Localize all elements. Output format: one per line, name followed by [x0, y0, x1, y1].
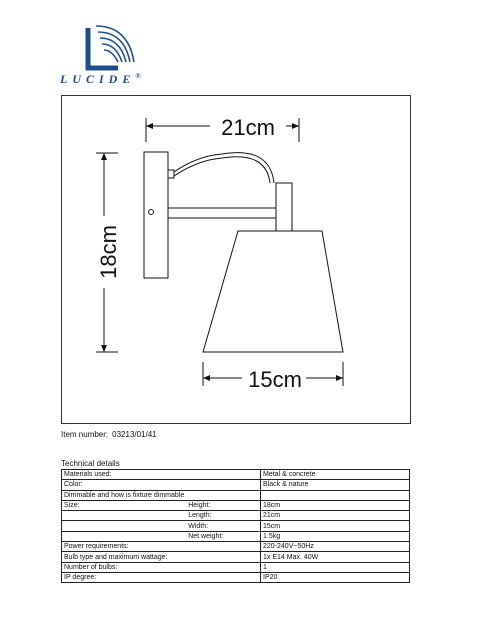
- brand-trademark: ®: [135, 72, 141, 80]
- logo-mark-icon: [88, 26, 134, 68]
- spec-value: 1: [261, 562, 410, 572]
- spec-value: 15cm: [261, 521, 410, 531]
- spec-label: [62, 521, 187, 531]
- spec-sublabel: [186, 562, 260, 572]
- spec-label: Number of bulbs:: [62, 562, 187, 572]
- technical-details-title: Technical details: [61, 459, 120, 468]
- spec-sublabel: [186, 542, 260, 552]
- table-row: [62, 562, 410, 572]
- spec-sublabel: [186, 572, 260, 582]
- spec-label: [62, 511, 187, 521]
- spec-label: Color:: [62, 480, 187, 490]
- height-label: 18cm: [96, 225, 121, 279]
- item-number-value: 03213/01/41: [112, 430, 157, 439]
- item-number-label: Item number:: [61, 430, 109, 439]
- spec-value: Black & nature: [261, 480, 410, 490]
- table-row: [62, 500, 410, 510]
- spec-sublabel: [186, 490, 260, 500]
- brand-name-text: LUCIDE: [60, 72, 136, 86]
- spec-label: IP degree:: [62, 572, 187, 582]
- spec-value: 1.5kg: [261, 531, 410, 541]
- drawing-frame: [61, 95, 411, 424]
- table-row: [62, 572, 410, 582]
- spec-sublabel: [186, 470, 260, 480]
- table-row: [62, 470, 410, 480]
- table-row: [62, 542, 410, 552]
- spec-label: Size:: [62, 500, 187, 510]
- spec-value: 18cm: [261, 500, 410, 510]
- spec-value: 1x E14 Max. 40W: [261, 552, 410, 562]
- spec-value: 220-240V~50Hz: [261, 542, 410, 552]
- spec-label: Power requirements:: [62, 542, 187, 552]
- width-dimension: [146, 115, 299, 142]
- spec-value: 21cm: [261, 511, 410, 521]
- lamp-socket: [276, 183, 292, 231]
- spec-label: Materials used:: [62, 470, 187, 480]
- item-number: [61, 430, 161, 439]
- spec-label: Dimmable and how is fixture dimmable: [62, 490, 187, 500]
- lamp-shade: [203, 231, 343, 352]
- brand-name: [60, 72, 141, 87]
- spec-sublabel: Width:: [186, 521, 260, 531]
- spec-sublabel: [186, 480, 260, 490]
- shade-label: 15cm: [248, 367, 302, 392]
- table-row: [62, 511, 410, 521]
- spec-sublabel: [186, 552, 260, 562]
- table-row: [62, 531, 410, 541]
- wall-plate: [144, 152, 168, 278]
- spec-value: [261, 490, 410, 500]
- lamp-rod: [168, 208, 276, 218]
- spec-label: Bulb type and maximum wattage:: [62, 552, 187, 562]
- height-dimension: [96, 153, 121, 352]
- spec-sublabel: Net weight:: [186, 531, 260, 541]
- spec-value: IP20: [261, 572, 410, 582]
- spec-sublabel: Height:: [186, 500, 260, 510]
- table-row: [62, 480, 410, 490]
- spec-sublabel: Length:: [186, 511, 260, 521]
- lamp-drawing: [62, 96, 410, 423]
- width-label: 21cm: [221, 115, 275, 140]
- technical-details-table: [61, 469, 410, 583]
- table-row: [62, 490, 410, 500]
- shade-dimension: [203, 362, 343, 392]
- screw-icon: [149, 210, 154, 215]
- spec-label: [62, 531, 187, 541]
- spec-value: Metal & concrete: [261, 470, 410, 480]
- table-row: [62, 521, 410, 531]
- table-row: [62, 552, 410, 562]
